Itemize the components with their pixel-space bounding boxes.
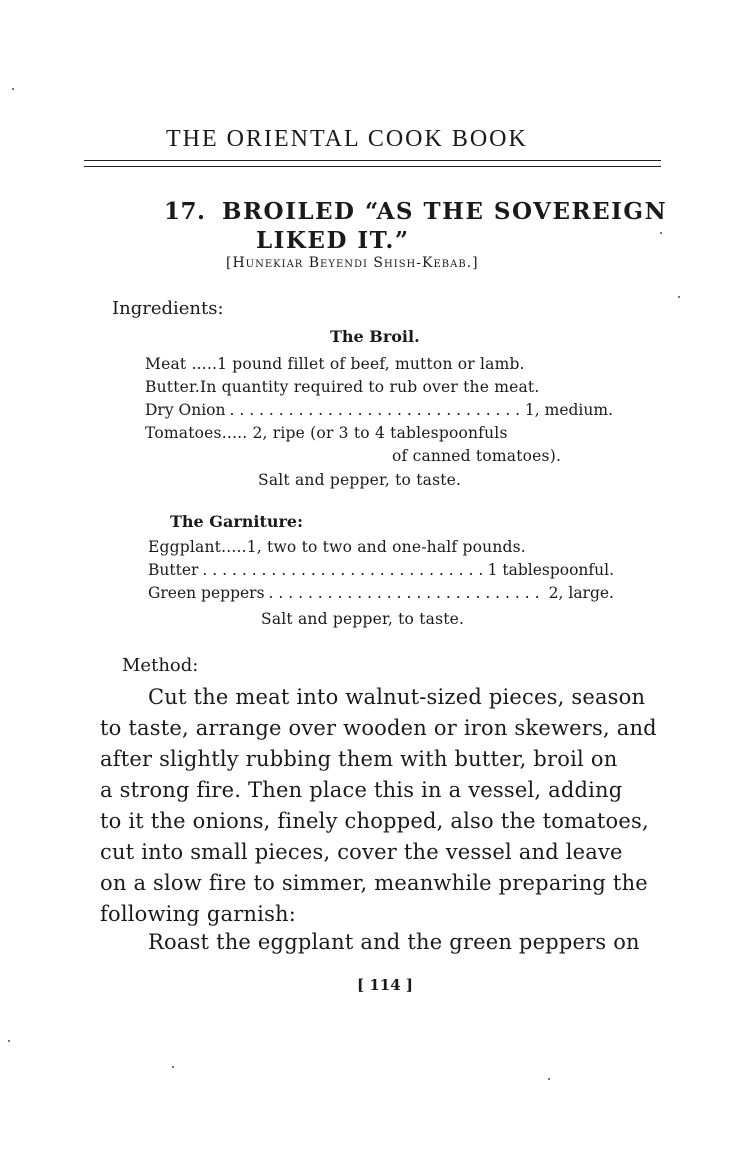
ingredient-onion — [145, 401, 613, 419]
recipe-title-line2: LIKED IT.” — [256, 227, 410, 254]
ingredient-garniture-butter — [148, 561, 614, 579]
ingredient-eggplant: Eggplant.....1, two to two and one-half pounds. — [148, 538, 526, 556]
method-line: on a slow fire to simmer, meanwhile preparing the — [100, 871, 648, 895]
broil-heading: The Broil. — [330, 327, 420, 346]
scan-speck — [678, 296, 680, 298]
ingredient-meat: Meat .....1 pound fillet of beef, mutton or lamb. — [145, 355, 525, 373]
ingredient-green-peppers — [148, 584, 614, 602]
method-line: Cut the meat into walnut-sized pieces, season — [148, 685, 646, 709]
leader-dots — [202, 561, 483, 579]
scan-speck — [12, 88, 14, 90]
method-line: a strong fire. Then place this in a vessel, adding — [100, 778, 623, 802]
garniture-seasoning: Salt and pepper, to taste. — [261, 610, 465, 628]
method-label: Method: — [122, 655, 199, 676]
leader-dots — [269, 584, 545, 602]
peppers-name: Green peppers — [148, 584, 265, 602]
ingredients-label: Ingredients: — [112, 298, 224, 319]
onion-name: Dry Onion — [145, 401, 226, 419]
scan-speck — [172, 1066, 174, 1068]
garniture-butter-qty: 1 tablespoonful. — [487, 561, 614, 579]
header-rule-top — [84, 160, 661, 161]
method-line: cut into small pieces, cover the vessel and leave — [100, 840, 623, 864]
broil-seasoning: Salt and pepper, to taste. — [258, 471, 462, 489]
peppers-qty: 2, large. — [548, 584, 614, 602]
page-number: [ 114 ] — [357, 976, 413, 994]
recipe-subtitle: [Hunekiar Beyendi Shish-Kebab.] — [226, 255, 479, 271]
recipe-title-line1: BROILED “AS THE SOVEREIGN — [222, 198, 668, 225]
onion-qty: 1, medium. — [524, 401, 613, 419]
header-rule-bottom — [84, 166, 661, 167]
method-line: following garnish: — [100, 902, 297, 926]
scan-speck — [660, 232, 662, 234]
running-title: THE ORIENTAL COOK BOOK — [166, 126, 528, 152]
garniture-heading: The Garniture: — [170, 512, 303, 531]
scan-speck — [8, 1040, 10, 1042]
method-line: Roast the eggplant and the green peppers on — [148, 930, 640, 954]
ingredient-butter: Butter.In quantity required to rub over the meat. — [145, 378, 540, 396]
method-line: to taste, arrange over wooden or iron skewers, and — [100, 716, 657, 740]
method-line: to it the onions, finely chopped, also the tomatoes, — [100, 809, 649, 833]
leader-dots — [229, 401, 520, 419]
garniture-butter-name: Butter — [148, 561, 199, 579]
method-line: after slightly rubbing them with butter, broil on — [100, 747, 618, 771]
scan-speck — [548, 1078, 550, 1080]
ingredient-tomatoes-line2: of canned tomatoes). — [392, 447, 562, 465]
ingredient-tomatoes-line1: Tomatoes..... 2, ripe (or 3 to 4 tablespoonfuls — [145, 424, 508, 442]
recipe-number: 17. — [164, 198, 206, 225]
